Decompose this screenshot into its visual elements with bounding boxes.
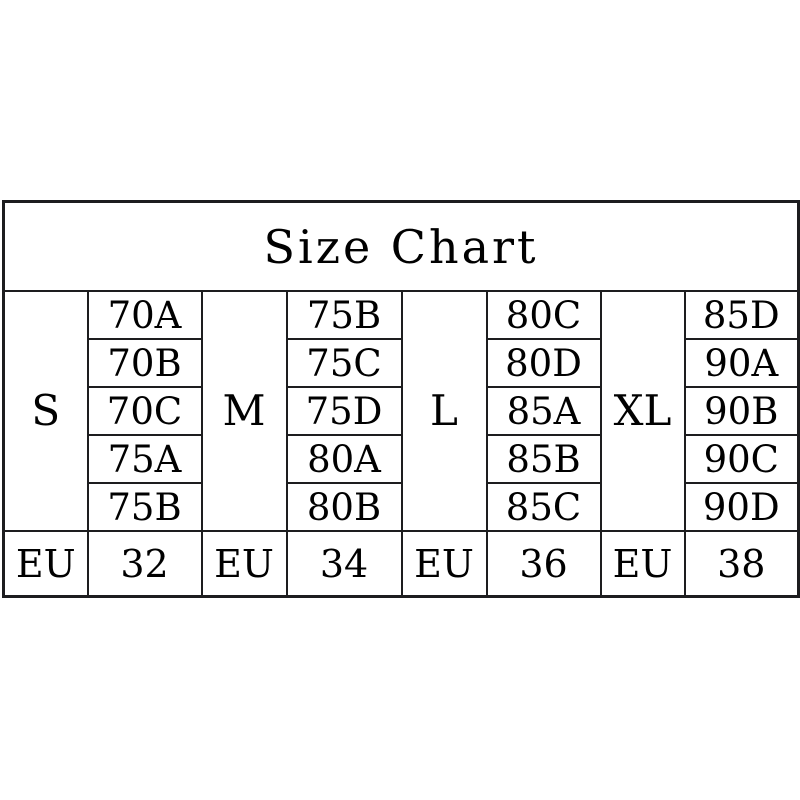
size-cell: 85D [685,291,799,339]
size-cell: 75C [287,339,402,387]
size-cell: 85C [487,483,601,531]
size-cell: 85A [487,387,601,435]
size-cell: 90C [685,435,799,483]
size-cell: 80D [487,339,601,387]
size-cell: 75B [287,291,402,339]
size-cell: 70A [88,291,202,339]
eu-label-cell: EU [202,531,287,597]
size-cell: 80A [287,435,402,483]
size-cell: 85B [487,435,601,483]
group-label-xl: XL [601,291,685,531]
chart-title: Size Chart [4,202,799,292]
size-cell: 75D [287,387,402,435]
eu-label-cell: EU [601,531,685,597]
eu-label-cell: EU [4,531,88,597]
size-cell: 90A [685,339,799,387]
group-label-m: M [202,291,287,531]
eu-value-cell: 36 [487,531,601,597]
size-cell: 75A [88,435,202,483]
size-row-1 [4,291,799,339]
eu-label-cell: EU [402,531,487,597]
size-chart-table [2,200,800,598]
size-cell: 70B [88,339,202,387]
size-cell: 80B [287,483,402,531]
eu-value-cell: 38 [685,531,799,597]
group-label-l: L [402,291,487,531]
eu-value-cell: 32 [88,531,202,597]
size-cell: 90B [685,387,799,435]
size-cell: 70C [88,387,202,435]
size-cell: 90D [685,483,799,531]
eu-row [4,531,799,597]
group-label-s: S [4,291,88,531]
title-row [4,202,799,292]
size-cell: 80C [487,291,601,339]
eu-value-cell: 34 [287,531,402,597]
size-cell: 75B [88,483,202,531]
